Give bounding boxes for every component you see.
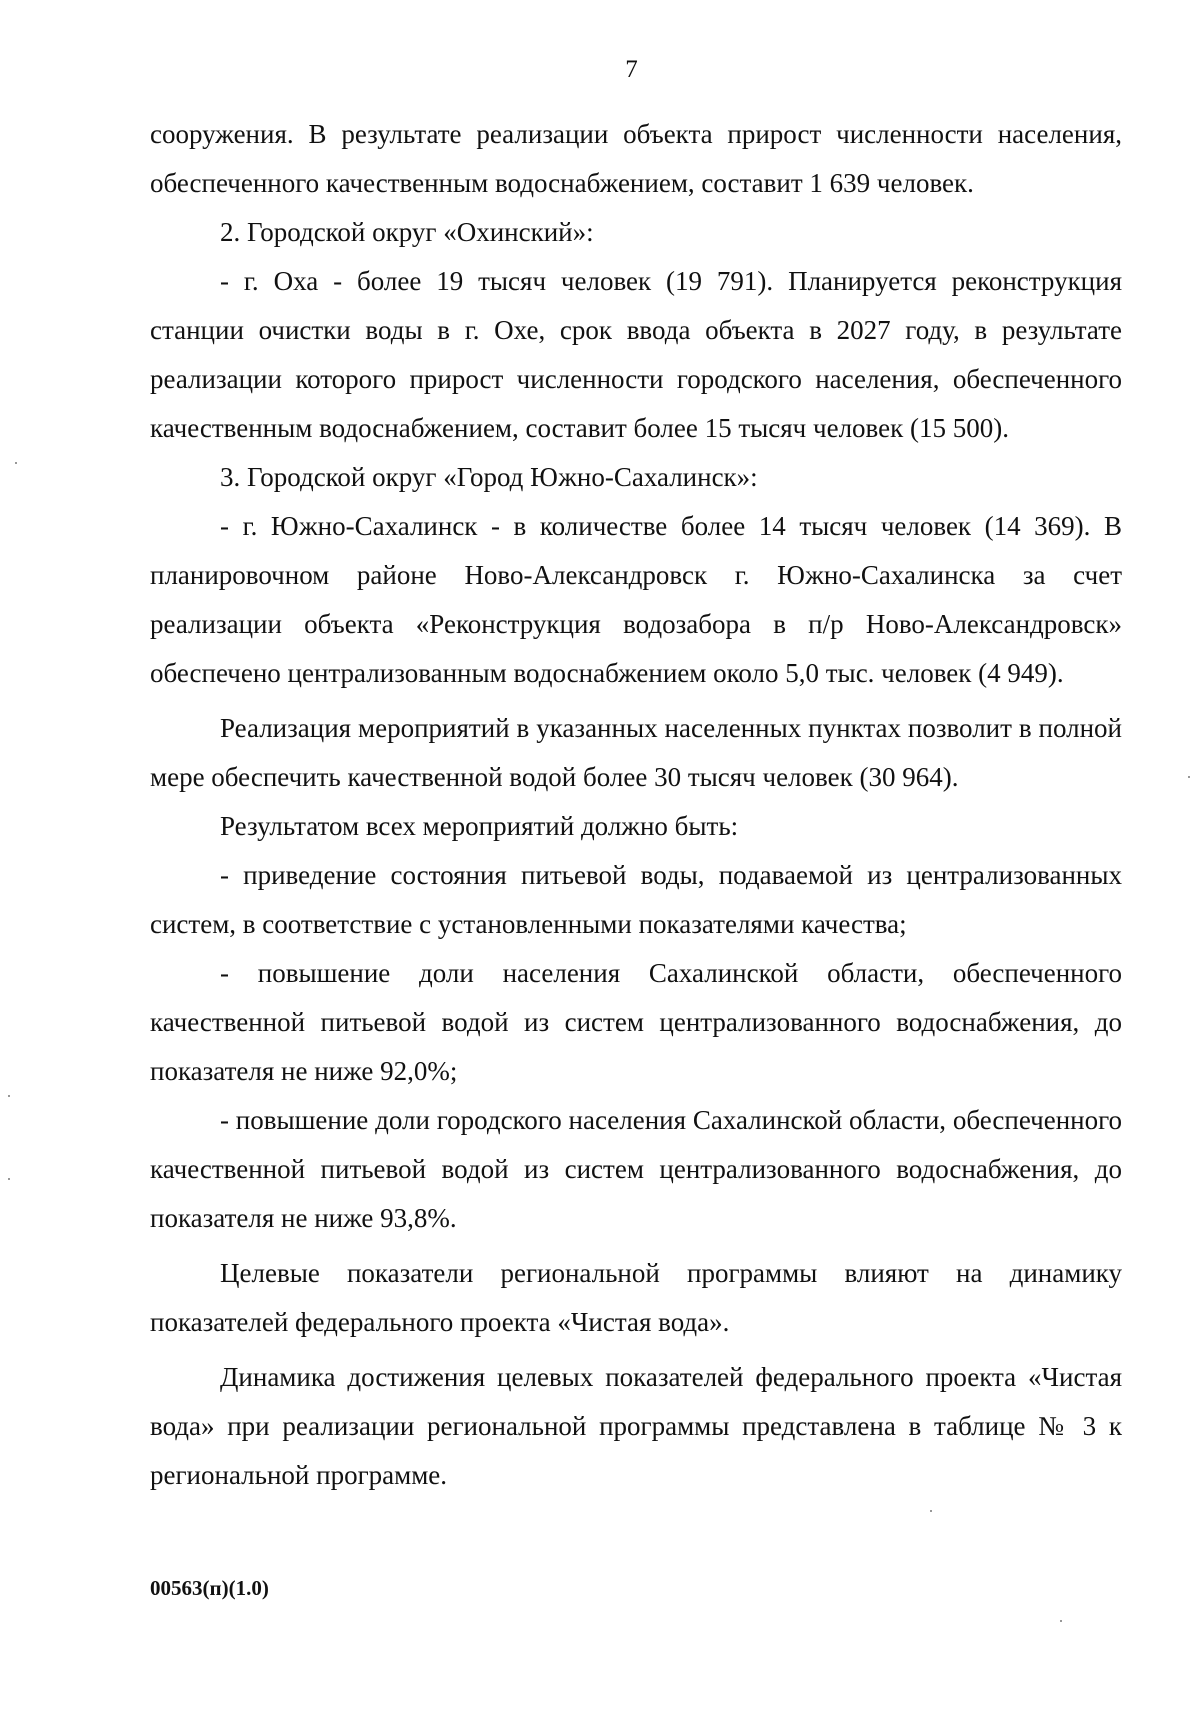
paragraph-results-intro: Результатом всех мероприятий должно быть:	[220, 811, 739, 841]
scan-speck	[8, 1178, 10, 1180]
paragraph-yuzhno: - г. Южно-Сахалинск - в количестве более 14 тысяч человек (14 369). В планировочном районе Ново-Александровск г. Южно-Сахалинска за счет реализации объекта «Реконструкция водозабора в п/р Ново-Александровск» обеспечено централизованным водоснабжением около 5,0 тыс. человек (4 949).	[150, 511, 1122, 688]
paragraph-continuation: сооружения. В результате реализации объекта прирост численности населения, обеспеченного качественным водоснабжением, составит 1 639 человек.	[150, 119, 1122, 198]
scan-speck	[930, 1510, 932, 1512]
scan-speck	[1060, 1620, 1062, 1622]
scan-speck	[15, 462, 17, 464]
document-code: 00563(п)(1.0)	[150, 1576, 269, 1600]
paragraph-target-indicators: Целевые показатели региональной программы влияют на динамику показателей федерального проекта «Чистая вода».	[150, 1258, 1122, 1337]
page-number: 7	[625, 56, 638, 83]
paragraph-result-share-92: - повышение доли населения Сахалинской области, обеспеченного качественной питьевой водой из систем централизованного водоснабжения, до показателя не ниже 92,0%;	[150, 958, 1122, 1086]
paragraph-result-share-93: - повышение доли городского населения Сахалинской области, обеспеченного качественной питьевой водой из систем централизованного водоснабжения, до показателя не ниже 93,8%.	[150, 1105, 1122, 1233]
paragraph-yuzhno-heading: 3. Городской округ «Город Южно-Сахалинск»:	[220, 462, 758, 492]
paragraph-result-quality: - приведение состояния питьевой воды, подаваемой из централизованных систем, в соответствие с установленными показателями качества;	[150, 860, 1122, 939]
paragraph-dynamics: Динамика достижения целевых показателей федерального проекта «Чистая вода» при реализации региональной программы представлена в таблице № 3 к региональной программе.	[150, 1362, 1122, 1490]
paragraph-okhinsky-heading: 2. Городской округ «Охинский»:	[220, 217, 594, 247]
paragraph-implementation: Реализация мероприятий в указанных населенных пунктах позволит в полной мере обеспечить качественной водой более 30 тысяч человек (30 964).	[150, 713, 1122, 792]
paragraph-okha: - г. Оха - более 19 тысяч человек (19 791). Планируется реконструкция станции очистки воды в г. Охе, срок ввода объекта в 2027 году, в результате реализации которого прирост численности городского населения, обеспеченного качественным водоснабжением, составит более 15 тысяч человек (15 500).	[150, 266, 1122, 443]
scan-speck	[8, 1095, 10, 1097]
document-body	[150, 110, 1122, 1500]
scan-speck	[1188, 776, 1190, 778]
